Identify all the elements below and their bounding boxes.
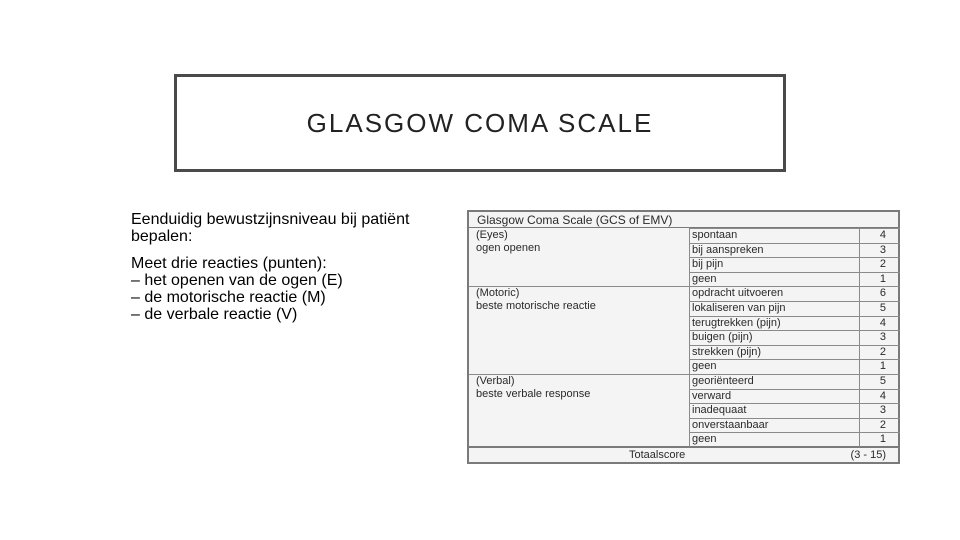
table-row xyxy=(689,272,900,287)
response-score: 4 xyxy=(859,317,900,331)
column-divider xyxy=(689,228,690,447)
response-text: buigen (pijn) xyxy=(692,331,753,344)
category-cell xyxy=(469,229,689,255)
category-label: ogen openen xyxy=(476,242,541,254)
list-header: Meet drie reacties (punten): xyxy=(131,255,327,272)
table-row xyxy=(689,359,900,374)
response-text: strekken (pijn) xyxy=(692,345,762,358)
table-row xyxy=(689,286,900,301)
total-label: Totaalscore xyxy=(629,449,686,461)
table-row xyxy=(689,301,900,316)
response-score: 2 xyxy=(859,419,900,433)
response-text: bij pijn xyxy=(692,258,724,271)
response-score: 3 xyxy=(859,331,900,345)
response-text: terugtrekken (pijn) xyxy=(692,316,781,329)
response-score: 1 xyxy=(859,433,900,447)
list-block xyxy=(131,255,451,323)
gcs-table-image xyxy=(467,210,900,464)
gcs-total-row xyxy=(469,446,900,462)
response-score: 5 xyxy=(859,302,900,316)
response-score: 2 xyxy=(859,346,900,360)
response-text: lokaliseren van pijn xyxy=(692,302,786,314)
response-score: 3 xyxy=(859,404,900,418)
response-text: bij aanspreken xyxy=(692,243,764,256)
response-text: inadequaat xyxy=(692,404,747,417)
list-item-motoric: – de motorische reactie (M) xyxy=(131,289,326,306)
table-row xyxy=(689,257,900,272)
category-label: beste motorische reactie xyxy=(476,300,596,313)
category-cell xyxy=(469,375,689,401)
total-range: (3 - 15) xyxy=(850,449,886,461)
category-label: beste verbale response xyxy=(476,388,591,400)
list-item-eyes: – het openen van de ogen (E) xyxy=(131,272,343,289)
table-row xyxy=(689,418,900,433)
response-score: 4 xyxy=(859,390,900,404)
body-text xyxy=(131,211,451,333)
table-row xyxy=(689,389,900,404)
slide-title: GLASGOW COMA SCALE xyxy=(306,107,654,138)
response-text: opdracht uitvoeren xyxy=(692,287,784,300)
table-row xyxy=(689,330,900,345)
response-score: 5 xyxy=(859,375,900,389)
table-row xyxy=(689,374,900,389)
response-score: 1 xyxy=(859,273,900,287)
table-row xyxy=(689,316,900,331)
response-score: 4 xyxy=(859,229,900,243)
list-item-verbal: – de verbale reactie (V) xyxy=(131,306,298,323)
category-name: (Verbal) xyxy=(476,375,515,387)
response-score: 6 xyxy=(859,287,900,301)
response-text: georiënteerd xyxy=(692,375,754,387)
response-text: geen xyxy=(692,360,717,373)
title-box xyxy=(174,74,786,172)
category-name: (Motoric) xyxy=(476,287,520,300)
gcs-table-title: Glasgow Coma Scale (GCS of EMV) xyxy=(469,212,900,228)
table-row xyxy=(689,243,900,258)
response-text: geen xyxy=(692,433,717,446)
category-name: (Eyes) xyxy=(476,229,508,241)
table-row xyxy=(689,345,900,360)
category-cell xyxy=(469,287,689,313)
response-score: 1 xyxy=(859,360,900,374)
response-text: onverstaanbaar xyxy=(692,418,769,431)
response-score: 3 xyxy=(859,244,900,258)
response-text: spontaan xyxy=(692,229,738,241)
response-text: verward xyxy=(692,389,732,402)
table-row xyxy=(689,403,900,418)
table-row xyxy=(689,228,900,243)
response-text: geen xyxy=(692,272,717,285)
table-row xyxy=(689,432,900,447)
intro-text: Eenduidig bewustzijnsniveau bij patiënt bepalen: xyxy=(131,211,410,245)
response-score: 2 xyxy=(859,258,900,272)
